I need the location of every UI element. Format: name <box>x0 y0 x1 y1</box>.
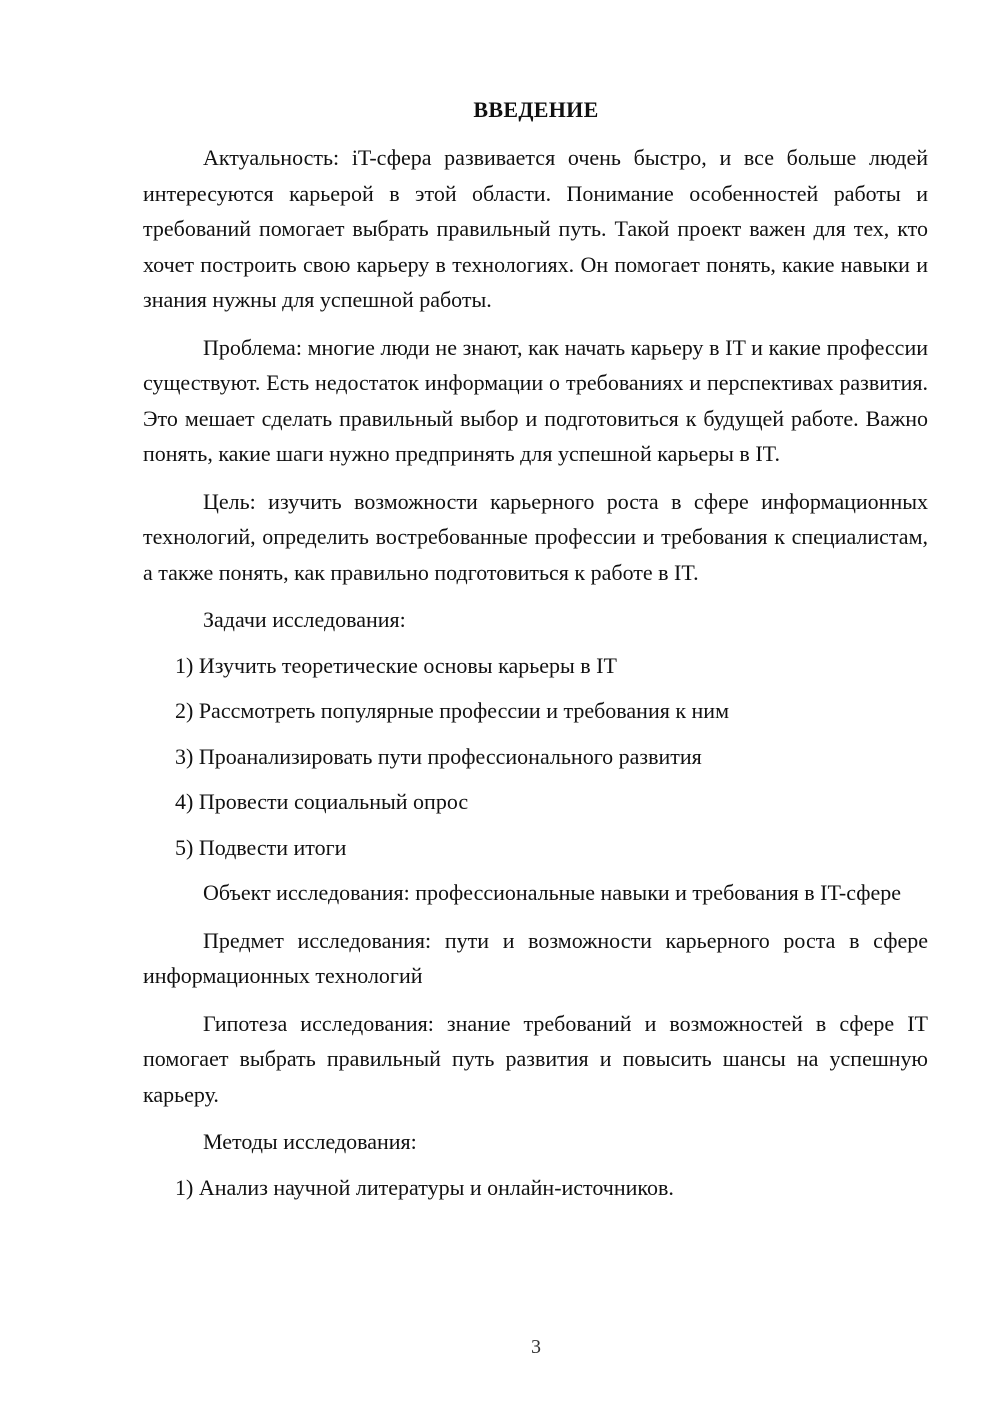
page-number: 3 <box>531 1336 541 1358</box>
task-item: 4) Провести социальный опрос <box>175 789 469 814</box>
task-item: 1) Изучить теоретические основы карьеры в IT <box>175 652 617 678</box>
task-item: 3) Проанализировать пути профессионального развития <box>175 743 702 769</box>
subject-paragraph: Предмет исследования: пути и возможности карьерного роста в сфере информационных технологий <box>143 927 928 988</box>
problem-paragraph: Проблема: многие люди не знают, как начать карьеру в IT и какие профессии существуют. Есть недостаток информации о требованиях и перспективах развития. Это мешает сделать правильный выбор и подготовиться к будущей работе. Важно понять, какие шаги нужно предпринять для успешной карьеры в IT. <box>143 334 928 466</box>
task-item: 2) Рассмотреть популярные профессии и требования к ним <box>175 698 729 723</box>
document-body <box>143 140 928 1215</box>
tasks-heading: Задачи исследования: <box>203 607 406 632</box>
object-paragraph: Объект исследования: профессиональные навыки и требования в IT-сфере <box>203 880 902 905</box>
page-title: ВВЕДЕНИЕ <box>473 97 599 122</box>
method-item: 1) Анализ научной литературы и онлайн-источников. <box>175 1174 674 1200</box>
methods-heading: Методы исследования: <box>203 1129 417 1154</box>
goal-paragraph: Цель: изучить возможности карьерного роста в сфере информационных технологий, определить востребованные профессии и требования к специалистам, а также понять, как правильно подготовиться к работе в IT. <box>143 488 928 585</box>
hypothesis-paragraph: Гипотеза исследования: знание требований и возможностей в сфере IT помогает выбрать правильный путь развития и повысить шансы на успешную карьеру. <box>143 1010 928 1107</box>
relevance-paragraph: Актуальность: iT-сфера развивается очень быстро, и все больше людей интересуются карьерой в этой области. Понимание особенностей работы и требований помогает выбрать правильный путь. Такой проект важен для тех, кто хочет построить свою карьеру в технологиях. Он помогает понять, какие навыки и знания нужны для успешной работы. <box>143 145 928 312</box>
task-item: 5) Подвести итоги <box>175 834 347 860</box>
